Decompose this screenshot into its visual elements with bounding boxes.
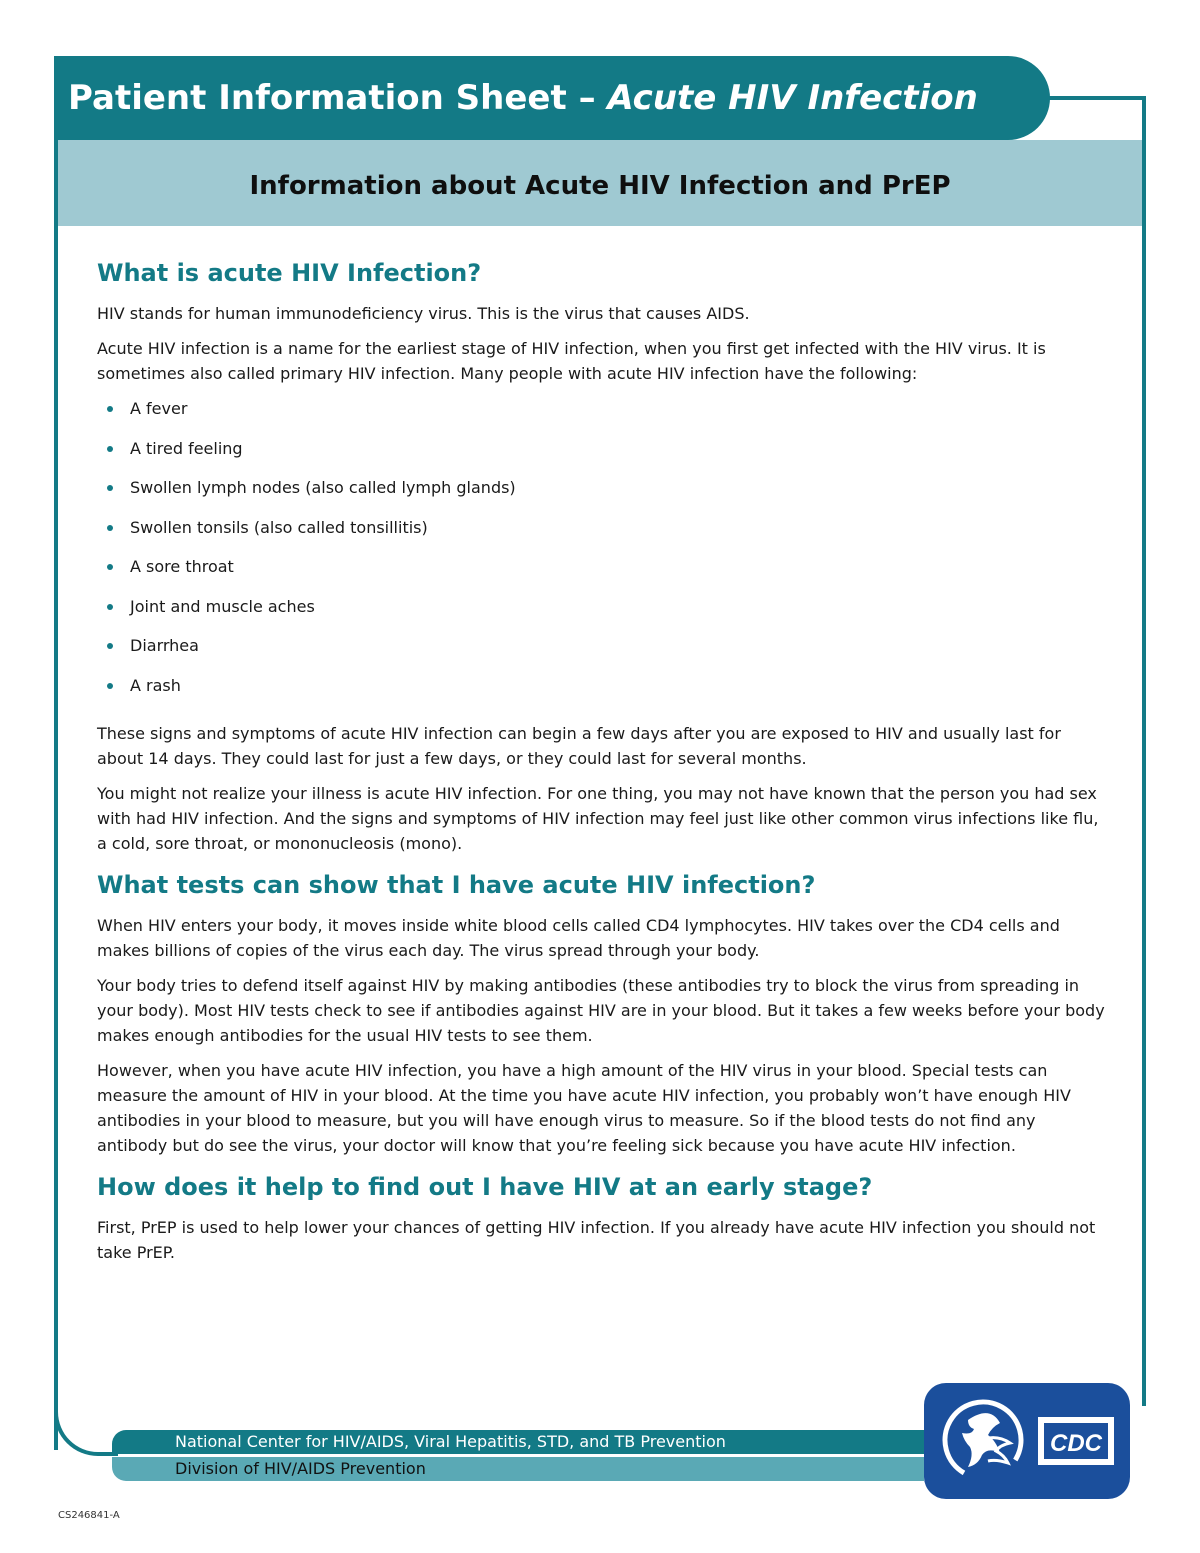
- list-item: A tired feeling: [97, 436, 1107, 476]
- bullet-icon: [107, 485, 113, 491]
- paragraph: Acute HIV infection is a name for the earliest stage of HIV infection, when you first get infected with the HIV virus. It is sometimes also called primary HIV infection. Many people with acute HIV infection have the following:: [97, 339, 1046, 383]
- list-item: Diarrhea: [97, 633, 1107, 673]
- paragraph: However, when you have acute HIV infection, you have a high amount of the HIV virus in your blood. Special tests can measure the amount of HIV in your blood. At the time you have acute HIV infection, you probably won’t have enough HIV antibodies in your blood to measure, but you will have enough virus to measure. So if the blood tests do not find any antibody but do see the virus, your doctor will know that you’re feeling sick because you have acute HIV infection.: [97, 1061, 1071, 1155]
- frame-right-line: [1142, 96, 1146, 1406]
- list-item: Swollen lymph nodes (also called lymph glands): [97, 475, 1107, 515]
- paragraph: Your body tries to defend itself against HIV by making antibodies (these antibodies try to block the virus from spreading in your body). Most HIV tests check to see if antibodies against HIV are in your blood. But it takes a few weeks before your body makes enough antibodies for the usual HIV tests to see them.: [97, 976, 1105, 1045]
- paragraph: You might not realize your illness is acute HIV infection. For one thing, you may not have known that the person you had sex with had HIV infection. And the signs and symptoms of HIV infection may feel just like other common virus infections like flu, a cold, sore throat, or mononucleosis (mono).: [97, 784, 1099, 853]
- section-heading: How does it help to find out I have HIV at an early stage?: [97, 1173, 873, 1201]
- bullet-icon: [107, 406, 113, 412]
- bullet-icon: [107, 564, 113, 570]
- frame-bottom-curve: [54, 1400, 118, 1456]
- list-item: A rash: [97, 673, 1107, 713]
- paragraph: When HIV enters your body, it moves inside white blood cells called CD4 lymphocytes. HIV takes over the CD4 cells and makes billions of copies of the virus each day. The virus spread through your body.: [97, 916, 1060, 960]
- document-code: CS246841-A: [58, 1510, 120, 1521]
- page-subtitle: Information about Acute HIV Infection and PrEP: [249, 171, 951, 201]
- list-item: Joint and muscle aches: [97, 594, 1107, 634]
- section-heading: What is acute HIV Infection?: [97, 259, 482, 287]
- cdc-logo-text: CDC: [1050, 1430, 1102, 1457]
- section-tests: [97, 868, 1107, 1158]
- frame-top-right-line: [1048, 96, 1146, 100]
- bullet-icon: [107, 525, 113, 531]
- hhs-eagle-icon: [938, 1395, 1028, 1485]
- bullet-icon: [107, 643, 113, 649]
- cdc-logo-icon: [1036, 1415, 1116, 1467]
- section-what-is-acute-hiv: [97, 256, 1107, 856]
- paragraph: HIV stands for human immunodeficiency virus. This is the virus that causes AIDS.: [97, 304, 750, 323]
- list-item: A sore throat: [97, 554, 1107, 594]
- main-content: [97, 256, 1107, 1275]
- frame-left-line: [54, 84, 58, 1450]
- footer-center-name: National Center for HIV/AIDS, Viral Hepatitis, STD, and TB Prevention: [112, 1430, 924, 1454]
- subtitle-band: [58, 140, 1142, 226]
- list-item: Swollen tonsils (also called tonsillitis): [97, 515, 1107, 555]
- paragraph: These signs and symptoms of acute HIV infection can begin a few days after you are exposed to HIV and usually last for about 14 days. They could last for just a few days, or they could last for several months.: [97, 724, 1061, 768]
- agency-logo-badge: [924, 1383, 1130, 1499]
- bullet-icon: [107, 446, 113, 452]
- paragraph: First, PrEP is used to help lower your chances of getting HIV infection. If you already have acute HIV infection you should not take PrEP.: [97, 1218, 1096, 1262]
- list-item: A fever: [97, 396, 1107, 436]
- section-early-stage: [97, 1170, 1107, 1265]
- title-banner: [54, 56, 1050, 140]
- footer-division-name: Division of HIV/AIDS Prevention: [112, 1457, 924, 1481]
- bullet-icon: [107, 683, 113, 689]
- section-heading: What tests can show that I have acute HIV infection?: [97, 871, 816, 899]
- page-title: Patient Information Sheet – Acute HIV Infection: [68, 78, 978, 118]
- symptom-list: [97, 396, 1107, 712]
- bullet-icon: [107, 604, 113, 610]
